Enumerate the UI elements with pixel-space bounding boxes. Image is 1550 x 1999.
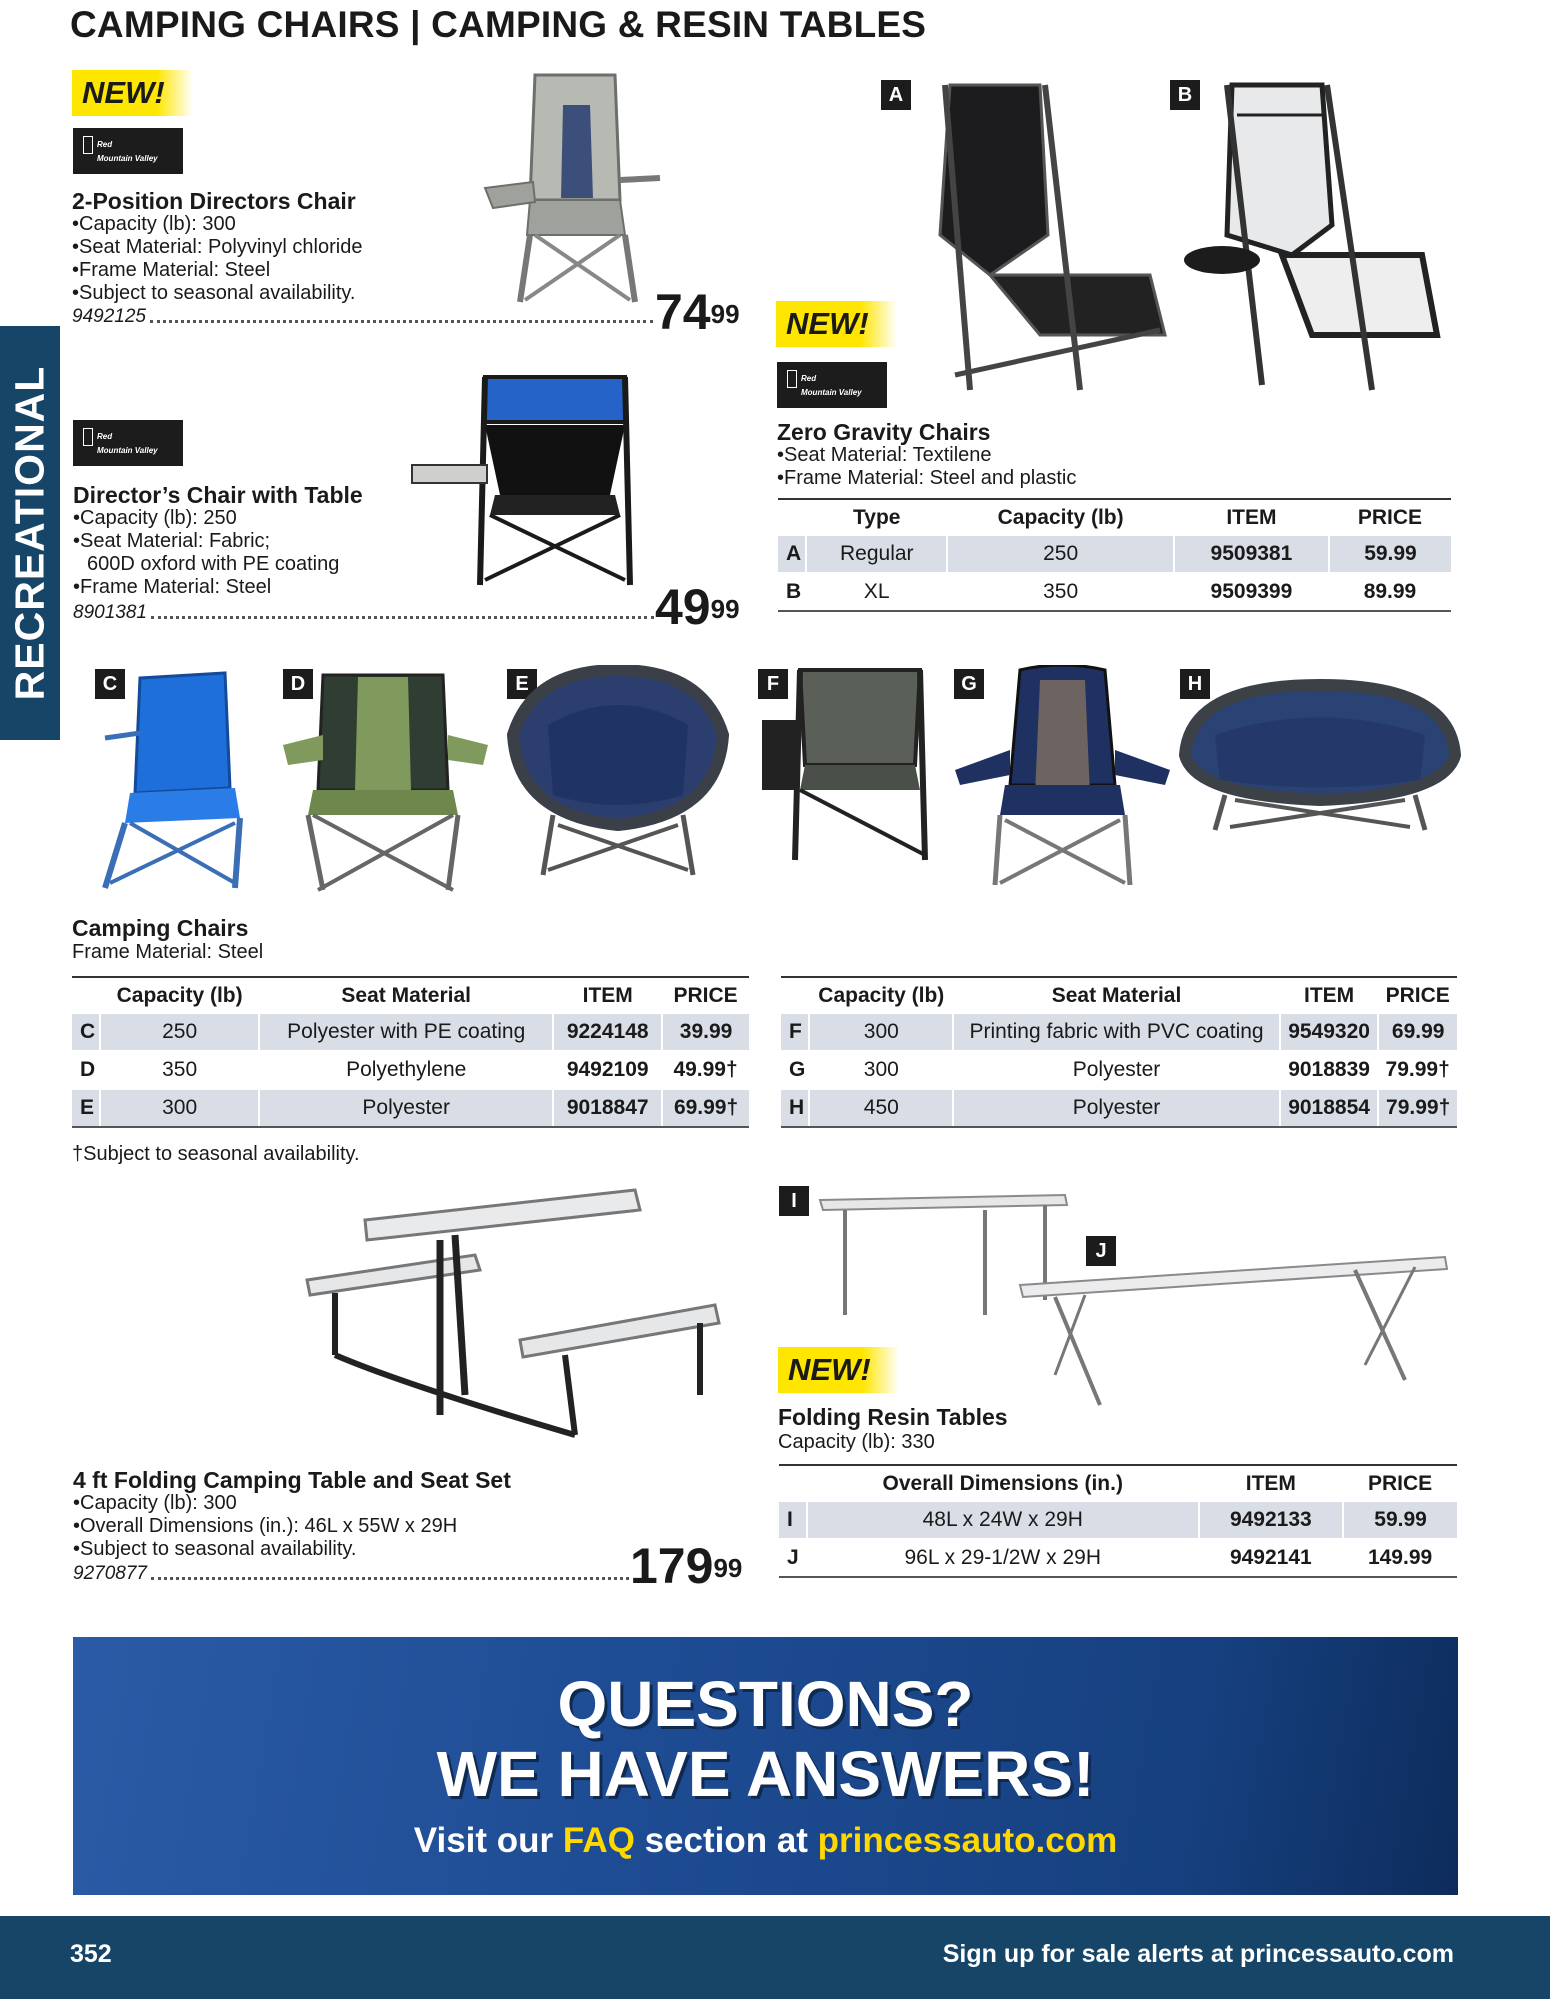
item-number-line: 8901381 [73,602,658,624]
product-specs: •Seat Material: Textilene •Frame Material: Steel and plastic [777,444,1077,489]
camping-chair-d-image [283,665,493,895]
table-row: B XL 350 9509399 89.99 [778,573,1451,611]
footnote: †Subject to seasonal availability. [72,1143,360,1165]
table-row: H 450 Polyester 9018854 79.99† [781,1089,1457,1127]
page-title: CAMPING CHAIRS | CAMPING & RESIN TABLES [70,4,927,45]
price: $49^{99}$ [655,579,740,635]
table-row: G 300 Polyester 9018839 79.99† [781,1051,1457,1089]
product-specs: •Capacity (lb): 250 •Seat Material: Fabric; 600D oxford with PE coating •Frame Material: Steel [73,507,340,598]
product-title: 4 ft Folding Camping Table and Seat Set [73,1467,511,1493]
zero-gravity-chair-b-image [1182,75,1452,395]
zero-gravity-chair-a-image [930,75,1170,395]
brand-logo: Red Mountain Valley [73,128,183,174]
table-row: J 96L x 29-1/2W x 29H 9492141 149.99 [779,1539,1457,1577]
footer [0,1916,1550,1999]
section-title: Camping Chairs [72,915,249,941]
table-row: C 250 Polyester with PE coating 9224148 39.99 [72,1014,749,1051]
image-label: C [95,669,125,699]
image-label: A [881,80,911,110]
resin-table-j-image [1015,1255,1450,1410]
image-label: F [758,669,788,699]
camping-chairs-table-left: Capacity (lb) Seat Material ITEM PRICE C 250 Polyester with PE coating 9224148 39.99 D 350 Polyethylene 9492109 49.99† E 300 Polyester 9018847 69.99† [72,976,749,1128]
price: $179^{99}$ [630,1538,743,1594]
banner-headline-2: WE HAVE ANSWERS! [436,1738,1095,1810]
camping-chair-e-image [503,665,733,880]
faq-banner[interactable] [73,1637,1458,1895]
new-badge: NEW! [778,1347,899,1393]
section-subtitle: Frame Material: Steel [72,941,264,963]
product-specs: •Capacity (lb): 300 •Overall Dimensions (in.): 46L x 55W x 29H •Subject to seasonal availability. [73,1492,458,1560]
product-specs: •Capacity (lb): 300 •Seat Material: Polyvinyl chloride •Frame Material: Steel •Subject to seasonal availability. [72,213,363,304]
camping-chair-h-image [1175,675,1465,835]
camping-chair-f-image [760,665,930,865]
product-title: 2-Position Directors Chair [72,188,356,214]
image-label: I [779,1186,809,1216]
banner-headline: QUESTIONS? [557,1668,974,1740]
image-label: H [1180,669,1210,699]
table-row: F 300 Printing fabric with PVC coating 9549320 69.99 [781,1014,1457,1051]
item-number-line: 9492125 [72,306,657,328]
new-badge: NEW! [72,70,193,116]
camping-chairs-table-right: Capacity (lb) Seat Material ITEM PRICE F 300 Printing fabric with PVC coating 9549320 69.99 G 300 Polyester 9018839 79.99† H 450 Polyester 9018854 79.99† [781,976,1457,1128]
camping-table-set-image [305,1185,725,1460]
product-title: Folding Resin Tables [778,1404,1008,1430]
image-label: B [1170,80,1200,110]
camping-chair-g-image [950,665,1175,890]
resin-tables-table: Overall Dimensions (in.) ITEM PRICE I 48L x 24W x 29H 9492133 59.99 J 96L x 29-1/2W x 29H 9492141 149.99 [779,1464,1457,1578]
table-row: I 48L x 24W x 29H 9492133 59.99 [779,1502,1457,1539]
table-row: D 350 Polyethylene 9492109 49.99† [72,1051,749,1089]
page-number: 352 [70,1940,112,1968]
directors-chair-image [475,70,675,305]
new-badge: NEW! [776,301,897,347]
image-label: D [283,669,313,699]
brand-logo: Red Mountain Valley [73,420,183,466]
brand-logo: Red Mountain Valley [777,362,887,408]
side-tab [0,326,60,740]
table-row: A Regular 250 9509381 59.99 [778,536,1451,573]
item-number-line: 9270877 [73,1563,633,1585]
image-label: G [954,669,984,699]
zero-gravity-table: Type Capacity (lb) ITEM PRICE A Regular 250 9509381 59.99 B XL 350 9509399 89.99 [778,498,1451,612]
price: $74^{99}$ [655,284,740,340]
product-title: Zero Gravity Chairs [777,419,991,445]
image-label: J [1086,1236,1116,1266]
camping-chair-c-image [85,668,255,893]
table-row: E 300 Polyester 9018847 69.99† [72,1089,749,1127]
section-subtitle: Capacity (lb): 330 [778,1431,935,1453]
site-link[interactable]: princessauto.com [817,1821,1118,1860]
banner-cta: Visit our FAQ section at princessauto.com [413,1821,1118,1860]
product-title: Director’s Chair with Table [73,482,363,508]
sale-alerts-link[interactable]: Sign up for sale alerts at princessauto.com [942,1940,1454,1968]
image-label: E [507,669,537,699]
side-tab-label: RECREATIONAL [6,365,53,701]
directors-chair-table-image [410,375,640,590]
